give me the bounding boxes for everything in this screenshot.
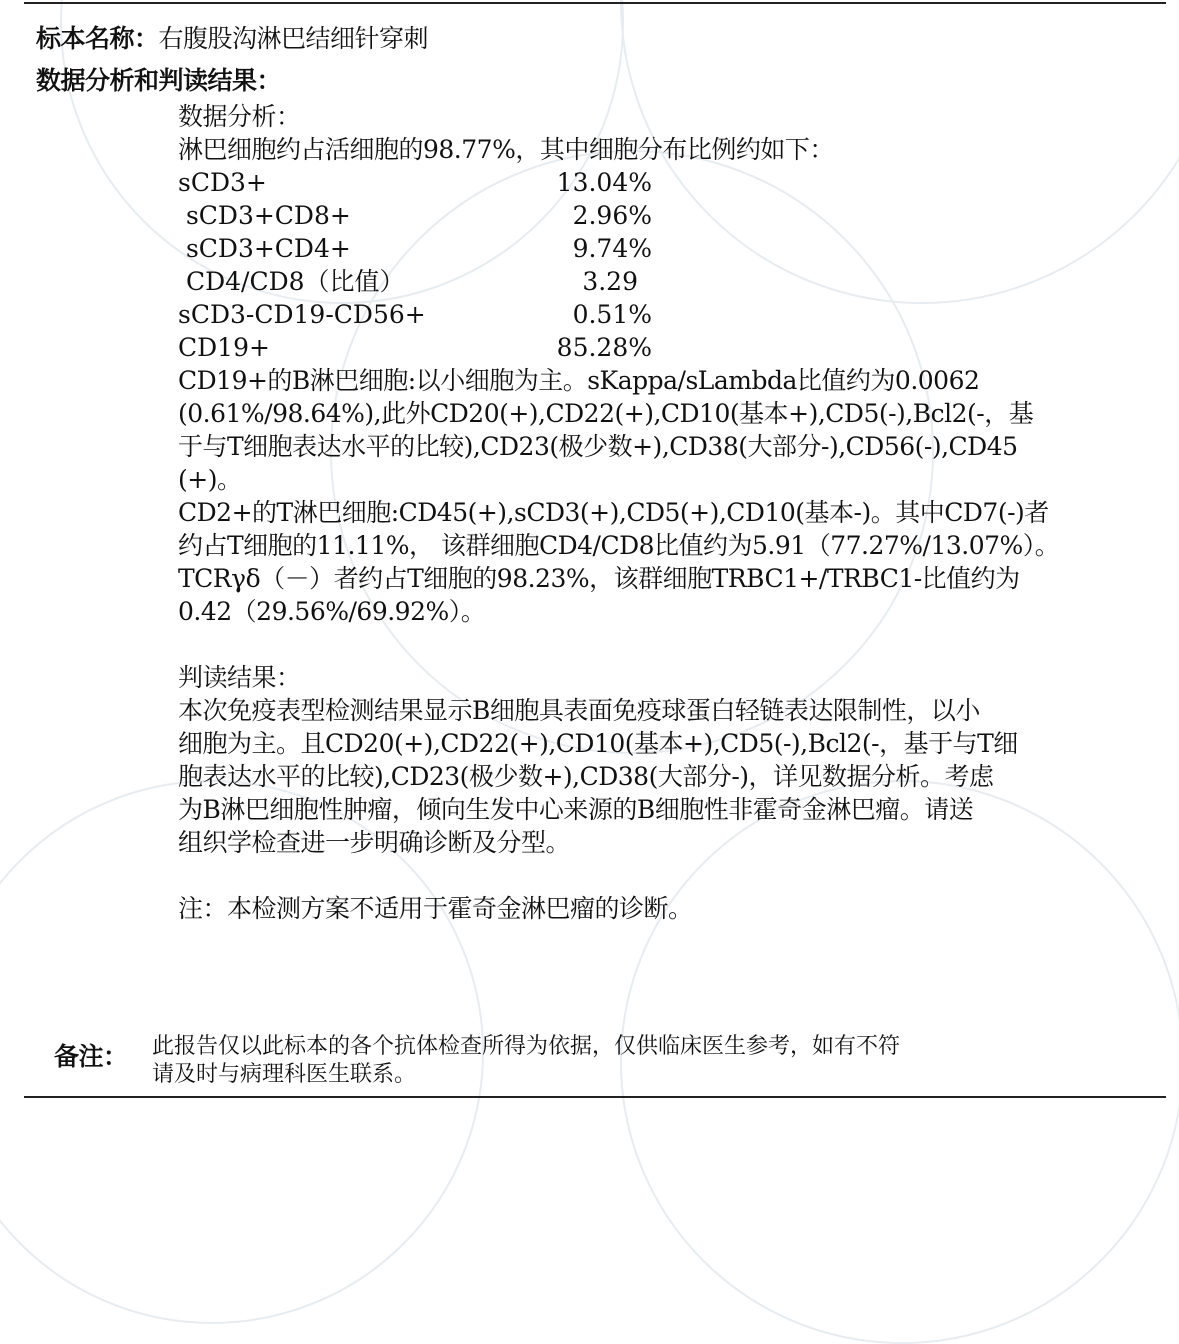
row-label: CD19+ (178, 333, 270, 362)
row-value: 2.96% (572, 201, 652, 230)
table-row (178, 232, 678, 265)
table-row (178, 166, 678, 199)
remarks-label: 备注： (54, 1042, 128, 1071)
row-label: CD4/CD8（比值） (178, 267, 405, 296)
interpretation-line: 组织学检查进一步明确诊断及分型。 (178, 828, 571, 857)
remarks-line: 此报告仅以此标本的各个抗体检查所得为依据，仅供临床医生参考，如有不符 (152, 1034, 901, 1059)
row-value: 0.51% (572, 300, 652, 329)
b-cell-line: (0.61%/98.64%),此外CD20(+),CD22(+),CD10(基本+),CD5(-),Bcl2(-，基 (178, 399, 1034, 428)
interpretation-line: 胞表达水平的比较),CD23(极少数+),CD38(大部分-)，详见数据分析。考虑 (178, 762, 994, 791)
bottom-rule (24, 1096, 1166, 1098)
row-label: sCD3+ (178, 168, 267, 197)
interpretation-line: 为B淋巴细胞性肿瘤，倾向生发中心来源的B细胞性非霍奇金淋巴瘤。请送 (178, 795, 974, 824)
row-value: 13.04% (556, 168, 652, 197)
specimen-label: 标本名称： (36, 24, 159, 53)
row-label: sCD3+CD8+ (178, 201, 351, 230)
specimen-value: 右腹股沟淋巴结细针穿刺 (158, 24, 429, 53)
table-row (178, 298, 678, 331)
row-value: 3.29 (582, 267, 638, 296)
table-row (178, 331, 678, 364)
t-cell-line: CD2+的T淋巴细胞:CD45(+),sCD3(+),CD5(+),CD10(基本-)。其中CD7(-)者 (178, 498, 1049, 527)
b-cell-line: 于与T细胞表达水平的比较),CD23(极少数+),CD38(大部分-),CD56(-),CD45 (178, 432, 1018, 461)
data-analysis-title: 数据分析： (178, 102, 301, 131)
t-cell-line: 0.42（29.56%/69.92%）。 (178, 597, 486, 626)
remarks-line: 请及时与病理科医生联系。 (152, 1062, 417, 1087)
t-cell-line: 约占T细胞的11.11%， 该群细胞CD4/CD8比值约为5.91（77.27%/13.07%）。 (178, 531, 1060, 560)
row-label: sCD3-CD19-CD56+ (178, 300, 426, 329)
specimen-line (36, 22, 428, 55)
row-value: 85.28% (556, 333, 652, 362)
interpretation-line: 细胞为主。且CD20(+),CD22(+),CD10(基本+),CD5(-),Bcl2(-，基于与T细 (178, 729, 1018, 758)
t-cell-line: TCRγδ（－）者约占T细胞的98.23%，该群细胞TRBC1+/TRBC1-比值约为 (178, 564, 1020, 593)
top-rule (24, 2, 1166, 4)
row-label: sCD3+CD4+ (178, 234, 351, 263)
method-note: 注：本检测方案不适用于霍奇金淋巴瘤的诊断。 (178, 894, 693, 923)
b-cell-line: CD19+的B淋巴细胞:以小细胞为主。sKappa/sLambda比值约为0.0062 (178, 366, 980, 395)
table-row (178, 265, 678, 298)
analysis-heading: 数据分析和判读结果： (36, 66, 282, 95)
interpretation-title: 判读结果： (178, 663, 301, 692)
watermark-seal (620, 780, 1179, 1344)
table-row (178, 199, 678, 232)
row-value: 9.74% (572, 234, 652, 263)
b-cell-line: (+)。 (178, 465, 242, 494)
interpretation-line: 本次免疫表型检测结果显示B细胞具表面免疫球蛋白轻链表达限制性，以小 (178, 696, 980, 725)
data-analysis-intro: 淋巴细胞约占活细胞的98.77%，其中细胞分布比例约如下： (178, 135, 834, 164)
